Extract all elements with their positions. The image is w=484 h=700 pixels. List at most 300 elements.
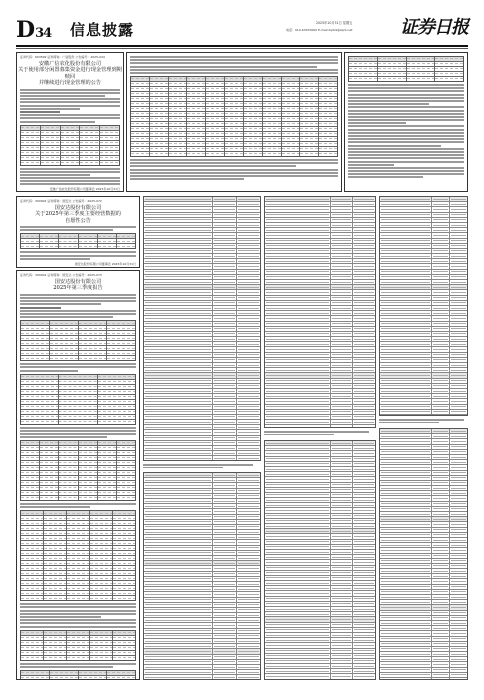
table-row (380, 464, 467, 469)
table-row (144, 212, 260, 217)
table-row (265, 238, 375, 243)
table-row (380, 537, 467, 542)
table-row (265, 648, 375, 653)
table-row (380, 661, 467, 666)
table-row (144, 227, 260, 232)
table-row (144, 305, 260, 310)
table-row (380, 284, 467, 289)
table-row (144, 529, 260, 534)
table-row (265, 450, 375, 455)
table-row (380, 589, 467, 594)
table-row (380, 667, 467, 672)
table-row (144, 398, 260, 403)
newspaper-logo: 证券日报 (400, 17, 468, 38)
table-row (265, 637, 375, 642)
table-row (380, 495, 467, 500)
table-row (265, 378, 375, 383)
table-row (265, 518, 375, 523)
announcement-body (20, 89, 120, 123)
table-row (380, 274, 467, 279)
table-row (144, 482, 260, 487)
table-row (144, 357, 260, 362)
table-row (144, 263, 260, 268)
table-row (380, 459, 467, 464)
table-row (144, 321, 260, 326)
table-row (144, 409, 260, 414)
table-row (144, 498, 260, 503)
table-row (144, 341, 260, 346)
table-row (144, 576, 260, 581)
dateline: 2025年10月31日 星期五 (316, 21, 353, 25)
table-row (144, 550, 260, 555)
table-row (265, 201, 375, 206)
table-row (144, 258, 260, 263)
table-row (144, 295, 260, 300)
table-row (144, 488, 260, 493)
table-row (265, 523, 375, 528)
table-row (144, 248, 260, 253)
announcement-signature: 安徽广信农化股份有限公司董事会 2025年10月31日 (49, 187, 120, 192)
table-row (265, 601, 375, 606)
table-row (144, 597, 260, 602)
table-row (380, 610, 467, 615)
table-row (265, 289, 375, 294)
table-row (265, 632, 375, 637)
table-row (144, 243, 260, 248)
table-row (380, 248, 467, 253)
table-row (265, 212, 375, 217)
table-row (144, 659, 260, 664)
table-row (265, 336, 375, 341)
table-row (380, 232, 467, 237)
table-row (380, 672, 467, 677)
table-row (380, 341, 467, 346)
table-row (380, 315, 467, 320)
table-row (380, 212, 467, 217)
table-row (144, 473, 260, 477)
table-row (380, 305, 467, 310)
header-rule-thin (16, 48, 468, 49)
table-row (265, 367, 375, 372)
table-row (380, 279, 467, 284)
table-row (380, 227, 467, 232)
table-row (380, 625, 467, 630)
table-row (265, 300, 375, 305)
table-row (380, 383, 467, 388)
header-rule (16, 45, 468, 47)
table-row (265, 263, 375, 268)
table-row (380, 378, 467, 383)
table-row (265, 476, 375, 481)
table-row (380, 490, 467, 495)
table-row (265, 341, 375, 346)
table-row (265, 217, 375, 222)
table-row (144, 222, 260, 227)
table-row (265, 570, 375, 575)
parent-balance-table (264, 440, 376, 680)
table-row (380, 197, 467, 201)
table-row (144, 555, 260, 560)
table-row (265, 206, 375, 211)
table-row (144, 524, 260, 529)
table-row (265, 279, 375, 284)
table-row (265, 414, 375, 419)
table-row (380, 584, 467, 589)
table-row (265, 441, 375, 445)
table-row (144, 455, 260, 460)
table-row (265, 445, 375, 450)
table-row (265, 409, 375, 414)
table-row (380, 578, 467, 583)
table-row (144, 565, 260, 570)
announcement-title: 国安达股份有限公司 2025年第三季度报告 (53, 279, 103, 292)
table-row (144, 477, 260, 482)
table-row (144, 289, 260, 294)
table-row (265, 305, 375, 310)
table-row (144, 274, 260, 279)
table-row (144, 326, 260, 331)
table-row (380, 677, 467, 680)
table-row (265, 502, 375, 507)
table-row (380, 485, 467, 490)
table-row (380, 641, 467, 646)
table-row (380, 238, 467, 243)
table-row (265, 482, 375, 487)
table-row (265, 585, 375, 590)
table-row (144, 622, 260, 627)
table-row (144, 545, 260, 550)
contact-line: 电话：010-63070000 E-mail:zqrb9@zqrb.net (286, 28, 353, 32)
table-row (265, 284, 375, 289)
table-row (265, 352, 375, 357)
table-row (265, 222, 375, 227)
table-row (144, 336, 260, 341)
table-row (380, 388, 467, 393)
table-row (265, 357, 375, 362)
table-row (265, 310, 375, 315)
table-row (265, 663, 375, 668)
table-row (144, 648, 260, 653)
table-row (380, 438, 467, 443)
table-row (144, 284, 260, 289)
table-row (380, 300, 467, 305)
table-row (144, 633, 260, 638)
table-row (144, 440, 260, 445)
announcement-title: 国安达股份有限公司 关于2025年第三季度主要经营数据的 自愿性公告 (35, 205, 121, 224)
table-row (144, 414, 260, 419)
table-row (380, 501, 467, 506)
table-row (380, 253, 467, 258)
announcement-continuation-top (126, 52, 342, 192)
table-row (265, 528, 375, 533)
table-row (265, 466, 375, 471)
table-row (380, 331, 467, 336)
table-row (380, 201, 467, 206)
table-row (380, 352, 467, 357)
table-row (265, 383, 375, 388)
table-row (144, 346, 260, 351)
table-row (380, 346, 467, 351)
table-row (380, 620, 467, 625)
table-row (265, 565, 375, 570)
announcement-title: 安徽广信农化股份有限公司 关于使用部分闲置募集资金进行现金管理到期赎回 并继续进行现金管理的公告 (18, 61, 122, 87)
table-row (265, 362, 375, 367)
table-row (265, 197, 375, 201)
page-number: D34 (16, 17, 52, 43)
table-row (144, 383, 260, 388)
section-title: 信息披露 (70, 21, 135, 39)
table-row (265, 679, 375, 680)
income-statement-table (143, 472, 261, 680)
announcement-header: 证券代码：603599 证券简称：广信股份 公告编号：2025-044 (20, 55, 105, 59)
table-row (265, 393, 375, 398)
table-row (144, 253, 260, 258)
table-row (144, 628, 260, 633)
table-row (380, 414, 467, 416)
table-caption (379, 418, 464, 424)
table-row (144, 238, 260, 243)
table-row (380, 506, 467, 511)
table-row (265, 497, 375, 502)
table-row (380, 630, 467, 635)
table-row (380, 222, 467, 227)
table-row (380, 206, 467, 211)
table-row (265, 461, 375, 466)
table-row (265, 471, 375, 476)
table-row (380, 404, 467, 409)
table-row (144, 539, 260, 544)
table-row (380, 568, 467, 573)
table-row (380, 449, 467, 454)
masthead (16, 18, 468, 44)
table-row (380, 393, 467, 398)
announcement-signature: 国安达股份有限公司董事会 2025年10月31日 (74, 261, 136, 266)
announcement-guoanda-q3-report (16, 270, 140, 680)
table-row (265, 606, 375, 611)
table-row (380, 573, 467, 578)
announcement-table (20, 125, 120, 166)
table-row (144, 581, 260, 586)
table-row (144, 352, 260, 357)
table-row (265, 492, 375, 497)
table-row (380, 362, 467, 367)
table-row (144, 617, 260, 622)
table-row (144, 602, 260, 607)
table-row (380, 310, 467, 315)
table-row (265, 533, 375, 538)
table-row (380, 326, 467, 331)
table-row (380, 429, 467, 433)
table-row (265, 487, 375, 492)
table-row (265, 559, 375, 564)
table-row (380, 636, 467, 641)
table-row (380, 553, 467, 558)
table-row (380, 604, 467, 609)
table-row (380, 409, 467, 414)
table-row (265, 673, 375, 678)
table-row (144, 669, 260, 674)
table-row (265, 642, 375, 647)
table-row (380, 563, 467, 568)
table-row (265, 627, 375, 632)
table-row (144, 514, 260, 519)
table-row (265, 232, 375, 237)
table-row (144, 643, 260, 648)
table-row (265, 315, 375, 320)
table-row (144, 393, 260, 398)
table-row (144, 372, 260, 377)
table-row (144, 493, 260, 498)
table-row (144, 435, 260, 440)
table-row (144, 680, 260, 681)
table-row (265, 269, 375, 274)
table-row (380, 367, 467, 372)
table-row (380, 217, 467, 222)
table-row (265, 658, 375, 663)
table-row (265, 456, 375, 461)
announcement-continuation-right (344, 52, 468, 192)
table-row (265, 404, 375, 409)
table-row (265, 554, 375, 559)
table-row (380, 532, 467, 537)
table-row (265, 653, 375, 658)
table-row (265, 513, 375, 518)
table-row (144, 300, 260, 305)
table-row (265, 243, 375, 248)
announcement-guangxin (16, 52, 124, 192)
table-row (265, 398, 375, 403)
table-row (265, 227, 375, 232)
table-row (144, 404, 260, 409)
table-row (380, 243, 467, 248)
table-row (380, 336, 467, 341)
table-row (144, 201, 260, 206)
table-row (265, 419, 375, 424)
table-row (380, 542, 467, 547)
table-row (144, 654, 260, 659)
table-row (380, 594, 467, 599)
table-row (380, 263, 467, 268)
table-row (144, 279, 260, 284)
table-row (265, 616, 375, 621)
table-row (144, 206, 260, 211)
table-row (265, 258, 375, 263)
table-row (144, 269, 260, 274)
table-row (144, 450, 260, 455)
table-row (144, 674, 260, 679)
table-row (380, 646, 467, 651)
table-row (380, 651, 467, 656)
table-row (265, 372, 375, 377)
table-row (144, 378, 260, 383)
table-row (265, 590, 375, 595)
table-row (144, 591, 260, 596)
table-row (380, 357, 467, 362)
table-row (380, 321, 467, 326)
table-row (265, 253, 375, 258)
table-row (265, 622, 375, 627)
table-row (144, 424, 260, 429)
table-row (380, 444, 467, 449)
table-row (265, 388, 375, 393)
parent-cash-flow-table (379, 428, 468, 680)
table-row (380, 599, 467, 604)
table-row (380, 475, 467, 480)
table-row (144, 331, 260, 336)
table-row (144, 508, 260, 513)
parent-income-table (379, 196, 468, 416)
table-row (144, 197, 260, 201)
table-row (265, 346, 375, 351)
table-row (144, 560, 260, 565)
table-row (144, 217, 260, 222)
announcement-header: 证券代码：300902 证券简称：国安达 公告编号：2025-072 (20, 199, 102, 203)
table-row (144, 388, 260, 393)
table-row (380, 521, 467, 526)
table-row (380, 470, 467, 475)
table-row (380, 269, 467, 274)
table-row (144, 367, 260, 372)
table-row (265, 549, 375, 554)
table-row (380, 511, 467, 516)
table-row (380, 289, 467, 294)
table-row (144, 445, 260, 450)
table-row (144, 519, 260, 524)
table-row (265, 424, 375, 428)
table-row (265, 331, 375, 336)
table-row (265, 596, 375, 601)
table-row (265, 248, 375, 253)
table-row (144, 586, 260, 591)
table-row (380, 547, 467, 552)
table-row (265, 668, 375, 673)
table-row (380, 516, 467, 521)
table-row (144, 310, 260, 315)
table-row (144, 612, 260, 617)
table-row (144, 638, 260, 643)
table-row (265, 321, 375, 326)
table-row (265, 575, 375, 580)
table-caption (264, 430, 369, 436)
table-row (265, 274, 375, 279)
announcement-guoanda-operating-data (16, 196, 140, 268)
table-row (380, 295, 467, 300)
table-row (380, 372, 467, 377)
table-row (380, 615, 467, 620)
table-row (144, 534, 260, 539)
table-row (380, 454, 467, 459)
table-row (144, 571, 260, 576)
data-table (130, 76, 338, 157)
table-row (380, 398, 467, 403)
table-row (144, 429, 260, 434)
table-row (380, 258, 467, 263)
table-row (265, 611, 375, 616)
cash-flow-table (264, 196, 376, 428)
table-row (265, 507, 375, 512)
table-row (380, 656, 467, 661)
table-row (380, 480, 467, 485)
table-row (144, 232, 260, 237)
table-row (265, 580, 375, 585)
table-row (265, 326, 375, 331)
table-row (265, 539, 375, 544)
table-row (265, 295, 375, 300)
table-row (144, 362, 260, 367)
table-row (380, 433, 467, 438)
table-row (144, 315, 260, 320)
balance-sheet-table (143, 196, 261, 461)
